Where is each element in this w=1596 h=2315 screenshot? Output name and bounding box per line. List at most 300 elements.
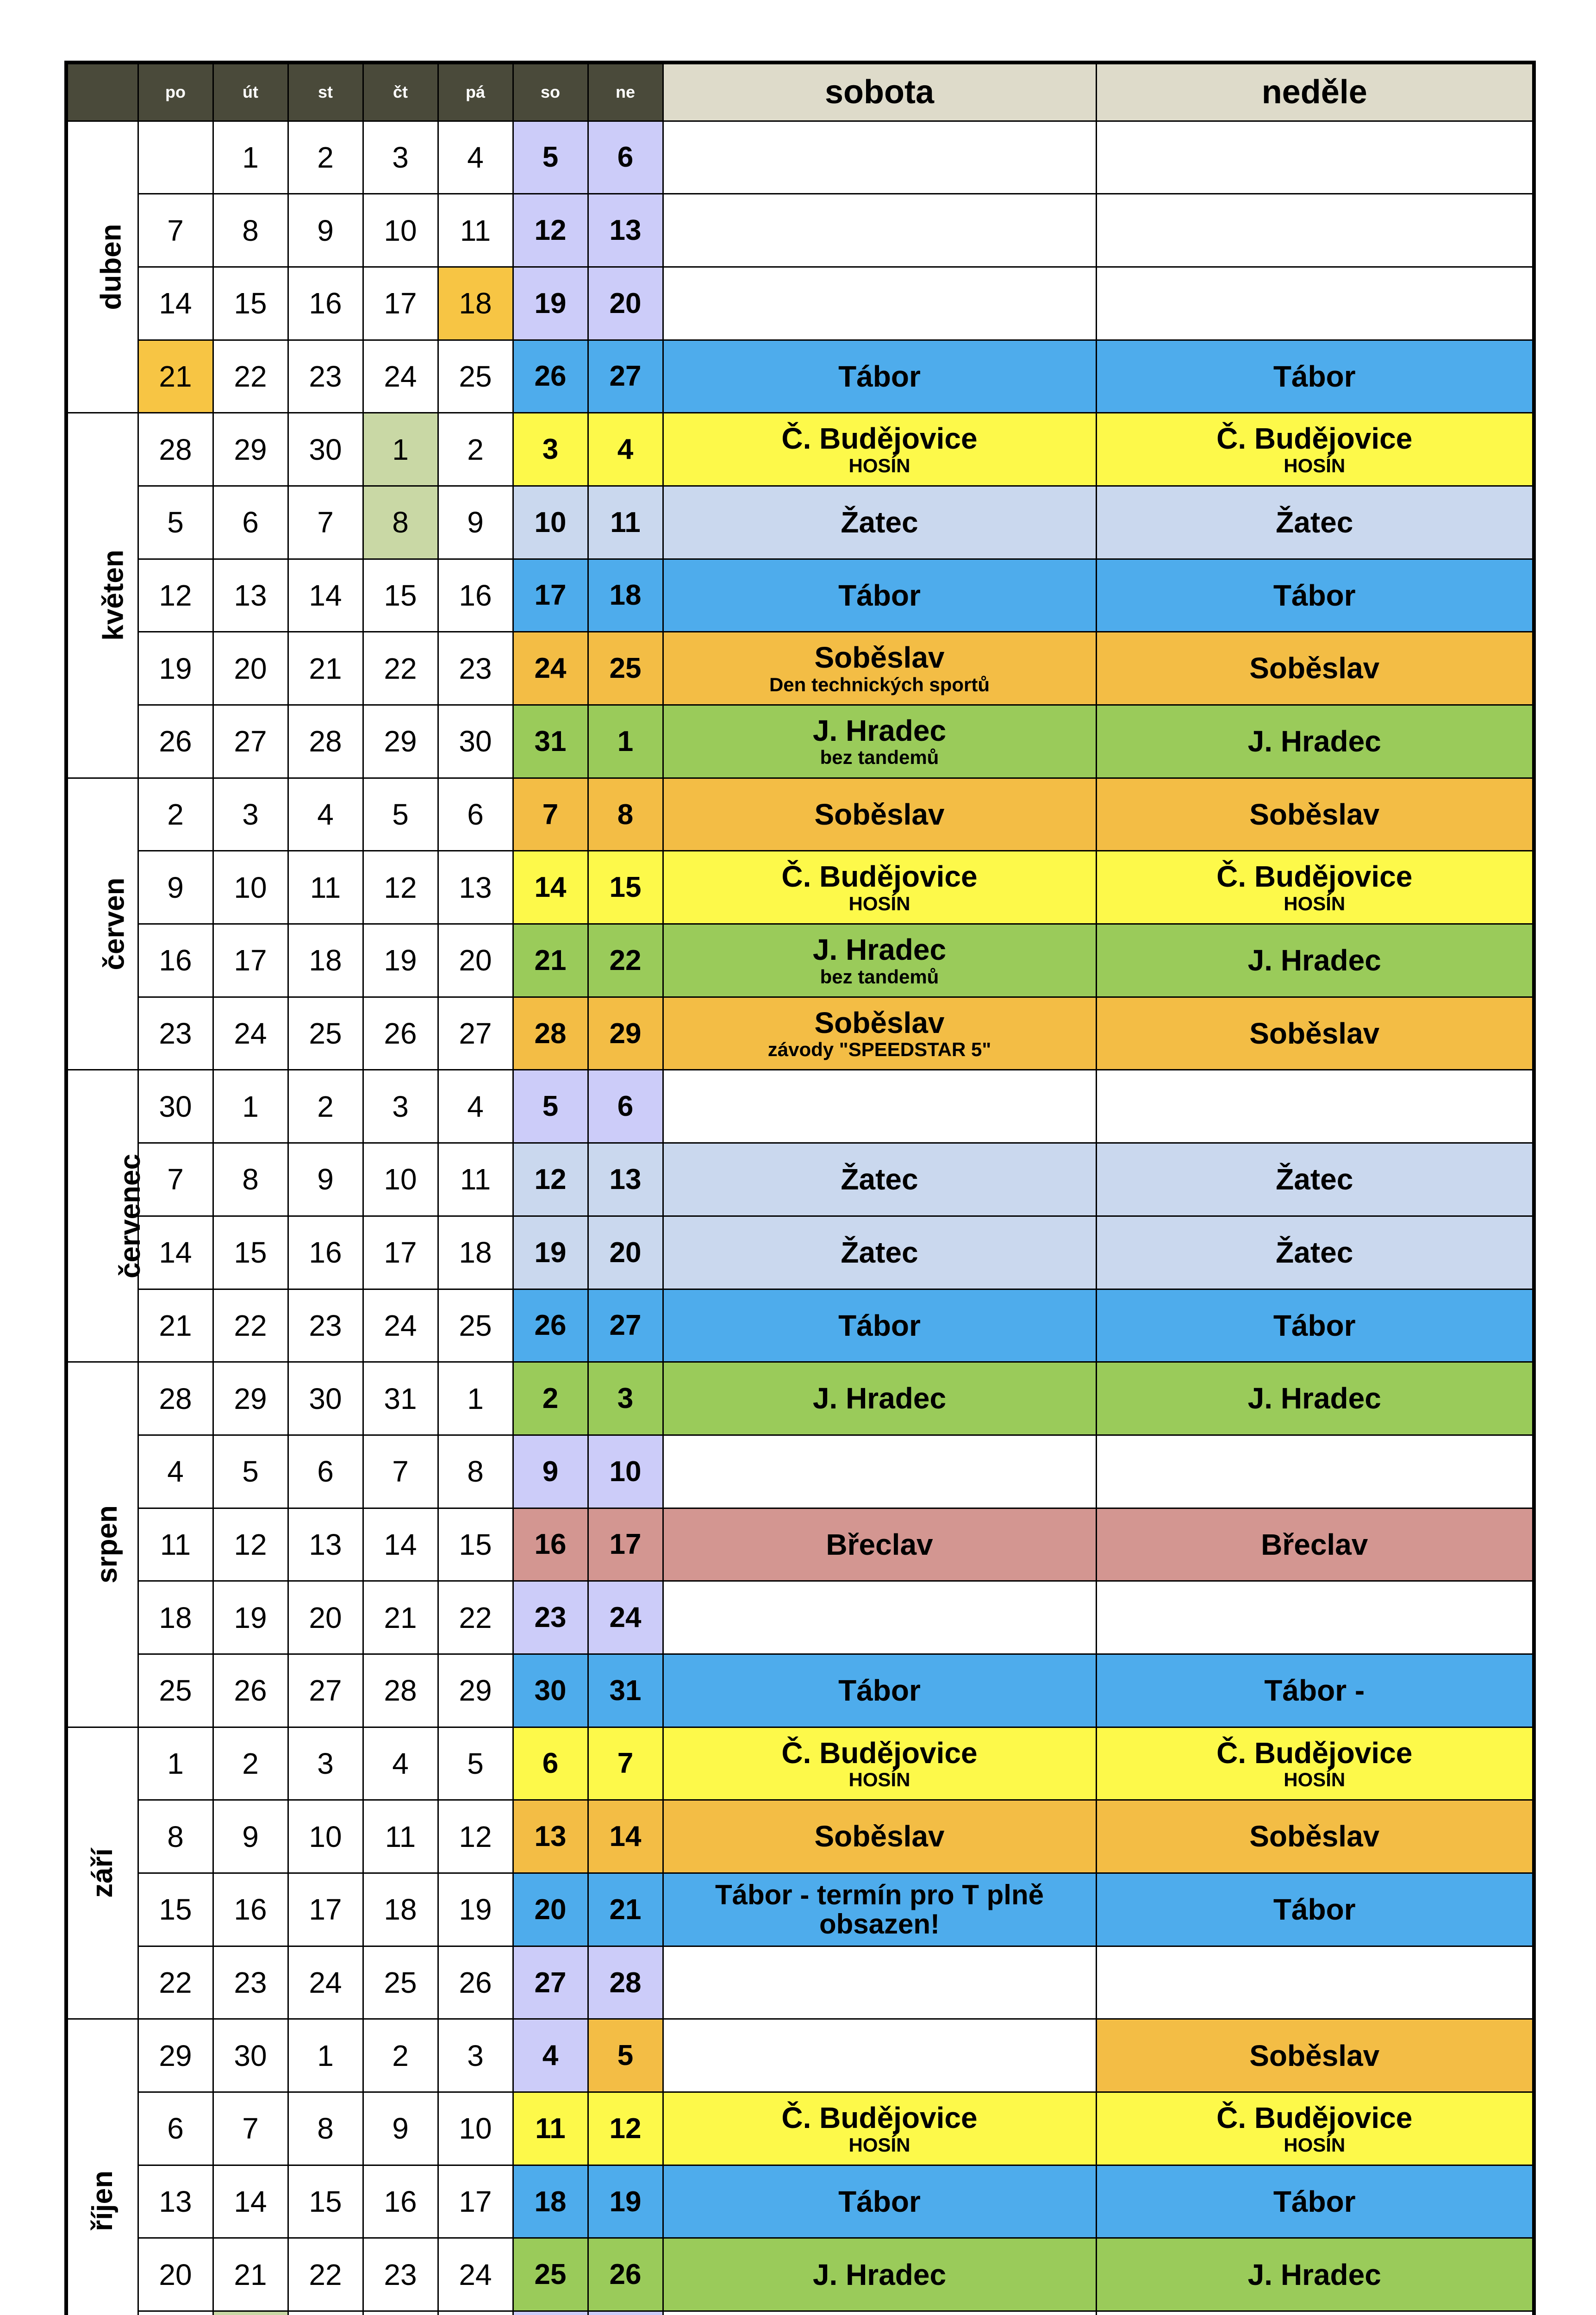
week-row (66, 1800, 1534, 1873)
weekday-cell: 23 (138, 997, 213, 1070)
saturday-cell: 6 (513, 1727, 588, 1800)
header-day-ne: ne (588, 63, 663, 121)
event-location: Tábor - (1264, 1674, 1365, 1708)
calendar-body (66, 121, 1534, 2315)
saturday-event (663, 1508, 1096, 1581)
saturday-cell: 30 (513, 1654, 588, 1727)
weekday-cell: 16 (438, 559, 513, 632)
weekday-cell: 25 (288, 997, 363, 1070)
sunday-cell: 10 (588, 1435, 663, 1508)
saturday-event (663, 1727, 1096, 1800)
weekday-cell: 24 (363, 1289, 438, 1362)
saturday-event (663, 267, 1096, 340)
weekday-cell: 22 (288, 2238, 363, 2311)
sunday-cell: 22 (588, 924, 663, 997)
weekday-cell: 2 (438, 413, 513, 486)
week-row (66, 2238, 1534, 2311)
month-name: srpen (91, 1505, 123, 1584)
sunday-cell: 18 (588, 559, 663, 632)
weekday-cell: 1 (363, 413, 438, 486)
sunday-event (1096, 267, 1534, 340)
weekday-cell: 31 (363, 1362, 438, 1435)
sunday-cell: 3 (588, 1362, 663, 1435)
weekday-cell: 9 (138, 851, 213, 924)
sunday-event (1096, 2311, 1534, 2315)
event-location: J. Hradec (1247, 944, 1381, 977)
weekday-cell: 7 (138, 1143, 213, 1216)
event-location: J. Hradec (812, 933, 947, 967)
month-label (66, 778, 138, 1070)
event-location: Tábor (838, 1674, 921, 1708)
weekday-cell: 21 (138, 1289, 213, 1362)
month-name: červenec (114, 1153, 146, 1278)
weekday-cell: 9 (288, 1143, 363, 1216)
weekday-cell: 2 (138, 778, 213, 851)
sunday-cell: 27 (588, 340, 663, 413)
event-location: Tábor (1273, 1893, 1356, 1927)
sunday-cell: 14 (588, 1800, 663, 1873)
weekday-cell: 10 (213, 851, 288, 924)
header-sobota: sobota (663, 63, 1096, 121)
weekday-cell: 13 (288, 1508, 363, 1581)
event-location: Soběslav (1249, 651, 1380, 685)
sunday-event (1096, 997, 1534, 1070)
sunday-cell: 11 (588, 486, 663, 559)
sunday-event (1096, 851, 1534, 924)
sunday-event (1096, 1727, 1534, 1800)
week-row (66, 486, 1534, 559)
header-nedele: neděle (1096, 63, 1534, 121)
event-location: Žatec (841, 1235, 918, 1269)
event-location: Břeclav (826, 1527, 933, 1561)
saturday-cell: 31 (513, 705, 588, 778)
weekday-cell: 7 (288, 486, 363, 559)
weekday-cell: 12 (138, 559, 213, 632)
event-location: Č. Budějovice (781, 1736, 978, 1770)
month-name: září (87, 1848, 119, 1898)
saturday-event (663, 340, 1096, 413)
weekday-cell: 21 (138, 340, 213, 413)
event-note: bez tandemů (820, 965, 939, 988)
weekday-cell: 29 (213, 1362, 288, 1435)
sunday-event (1096, 1800, 1534, 1873)
event-note: HOSÍN (848, 454, 910, 476)
weekday-cell: 30 (438, 705, 513, 778)
sunday-event (1096, 1289, 1534, 1362)
saturday-cell: 12 (513, 1143, 588, 1216)
sunday-event (1096, 194, 1534, 267)
weekday-cell: 26 (363, 997, 438, 1070)
weekday-cell: 18 (288, 924, 363, 997)
event-location: Č. Budějovice (781, 2101, 978, 2135)
event-location: Žatec (1276, 1235, 1353, 1269)
week-row (66, 924, 1534, 997)
sunday-event (1096, 1216, 1534, 1289)
weekday-cell: 18 (438, 267, 513, 340)
saturday-cell: 16 (513, 1508, 588, 1581)
weekday-cell: 10 (363, 194, 438, 267)
weekday-cell: 12 (363, 851, 438, 924)
week-row (66, 1362, 1534, 1435)
weekday-cell: 27 (288, 1654, 363, 1727)
week-row (66, 1654, 1534, 1727)
weekday-cell: 5 (138, 486, 213, 559)
weekday-cell: 14 (363, 1508, 438, 1581)
weekday-cell: 13 (213, 559, 288, 632)
sunday-cell: 6 (588, 121, 663, 194)
weekday-cell: 16 (288, 267, 363, 340)
month-label (66, 413, 138, 778)
saturday-cell: 28 (513, 997, 588, 1070)
sunday-event (1096, 1654, 1534, 1727)
weekday-cell: 12 (213, 1508, 288, 1581)
weekday-cell: 19 (438, 1873, 513, 1946)
month-name: říjen (87, 2171, 119, 2232)
sunday-cell: 13 (588, 194, 663, 267)
event-location: Č. Budějovice (781, 860, 978, 894)
weekday-cell: 20 (213, 632, 288, 705)
weekday-cell: 15 (138, 1873, 213, 1946)
calendar-table (64, 61, 1536, 2315)
saturday-cell: 13 (513, 1800, 588, 1873)
event-location: Soběslav (814, 641, 945, 675)
weekday-cell: 16 (288, 1216, 363, 1289)
weekday-cell: 17 (438, 2165, 513, 2238)
sunday-cell: 12 (588, 2092, 663, 2165)
weekday-cell: 24 (438, 2238, 513, 2311)
event-location: Tábor (838, 359, 921, 393)
week-row (66, 1873, 1534, 1946)
weekday-cell (438, 2311, 513, 2315)
weekday-cell: 10 (438, 2092, 513, 2165)
event-location: Č. Budějovice (1216, 2101, 1413, 2135)
weekday-cell: 15 (438, 1508, 513, 1581)
weekday-cell: 11 (363, 1800, 438, 1873)
event-location: Tábor (838, 1308, 921, 1342)
saturday-cell: 3 (513, 413, 588, 486)
weekday-cell: 7 (213, 2092, 288, 2165)
week-row (66, 559, 1534, 632)
weekday-cell: 20 (288, 1581, 363, 1654)
weekday-cell: 13 (138, 2165, 213, 2238)
event-location: Žatec (1276, 1163, 1353, 1196)
sunday-event (1096, 1143, 1534, 1216)
weekday-cell: 29 (363, 705, 438, 778)
week-row (66, 194, 1534, 267)
event-location: Tábor (1273, 578, 1356, 612)
event-note: bez tandemů (820, 746, 939, 769)
event-note: HOSÍN (848, 2134, 910, 2156)
sunday-event (1096, 413, 1534, 486)
sunday-event (1096, 559, 1534, 632)
weekday-cell: 18 (438, 1216, 513, 1289)
saturday-event (663, 2019, 1096, 2092)
event-note: Den technických sportů (769, 673, 990, 695)
weekday-cell: 21 (288, 632, 363, 705)
saturday-cell: 4 (513, 2019, 588, 2092)
weekday-cell: 6 (213, 486, 288, 559)
event-note: HOSÍN (848, 1769, 910, 1791)
event-location: J. Hradec (1247, 2258, 1381, 2291)
weekday-cell: 1 (438, 1362, 513, 1435)
sunday-event (1096, 121, 1534, 194)
saturday-event (663, 705, 1096, 778)
sunday-cell (588, 2311, 663, 2315)
header-day-ct: čt (363, 63, 438, 121)
weekday-cell: 9 (288, 194, 363, 267)
sunday-event (1096, 2092, 1534, 2165)
weekday-cell: 4 (438, 1070, 513, 1143)
week-row (66, 1143, 1534, 1216)
weekday-cell: 3 (288, 1727, 363, 1800)
weekday-cell: 22 (363, 632, 438, 705)
saturday-event (663, 2165, 1096, 2238)
sunday-cell: 15 (588, 851, 663, 924)
event-location: Č. Budějovice (1216, 860, 1413, 894)
saturday-event (663, 1070, 1096, 1143)
saturday-cell: 2 (513, 1362, 588, 1435)
header-day-pa: pá (438, 63, 513, 121)
weekday-cell: 23 (438, 632, 513, 705)
week-row (66, 1727, 1534, 1800)
sunday-event (1096, 340, 1534, 413)
weekday-cell: 28 (138, 1362, 213, 1435)
weekday-cell: 26 (138, 705, 213, 778)
weekday-cell: 10 (288, 1800, 363, 1873)
saturday-event (663, 1946, 1096, 2019)
saturday-event (663, 2092, 1096, 2165)
saturday-cell: 27 (513, 1946, 588, 2019)
weekday-cell: 3 (363, 1070, 438, 1143)
event-location: Tábor (1273, 359, 1356, 393)
event-location: Č. Budějovice (1216, 422, 1413, 456)
sunday-event (1096, 486, 1534, 559)
week-row (66, 1581, 1534, 1654)
sunday-event (1096, 2019, 1534, 2092)
weekday-cell: 15 (363, 559, 438, 632)
weekday-cell: 30 (213, 2019, 288, 2092)
weekday-cell: 25 (363, 1946, 438, 2019)
weekday-cell: 1 (213, 121, 288, 194)
event-location: Č. Budějovice (781, 422, 978, 456)
saturday-cell: 11 (513, 2092, 588, 2165)
sunday-cell: 28 (588, 1946, 663, 2019)
header-corner (66, 63, 138, 121)
event-location: Žatec (1276, 506, 1353, 539)
week-row (66, 1216, 1534, 1289)
weekday-cell: 19 (213, 1581, 288, 1654)
weekday-cell: 18 (363, 1873, 438, 1946)
weekday-cell: 14 (138, 1216, 213, 1289)
weekday-cell: 25 (438, 340, 513, 413)
weekday-cell: 10 (363, 1143, 438, 1216)
weekday-cell: 28 (288, 705, 363, 778)
month-name: červen (98, 877, 131, 970)
weekday-cell: 15 (213, 267, 288, 340)
saturday-cell: 23 (513, 1581, 588, 1654)
weekday-cell (213, 2311, 288, 2315)
weekday-cell: 16 (213, 1873, 288, 1946)
saturday-event (663, 997, 1096, 1070)
weekday-cell: 19 (363, 924, 438, 997)
weekday-cell: 20 (138, 2238, 213, 2311)
weekday-cell (138, 2311, 213, 2315)
weekday-cell: 9 (213, 1800, 288, 1873)
sunday-event (1096, 1581, 1534, 1654)
weekday-cell: 11 (438, 1143, 513, 1216)
saturday-cell: 17 (513, 559, 588, 632)
event-note: HOSÍN (1284, 2134, 1346, 2156)
event-note: závody "SPEEDSTAR 5" (767, 1039, 991, 1061)
event-location: Tábor - termín pro T plně obsazen! (715, 1879, 1044, 1940)
weekday-cell: 22 (138, 1946, 213, 2019)
event-location: J. Hradec (812, 1382, 947, 1415)
weekday-cell: 3 (213, 778, 288, 851)
weekday-cell: 30 (288, 413, 363, 486)
weekday-cell: 29 (138, 2019, 213, 2092)
month-label (66, 1070, 146, 1362)
week-row (66, 705, 1534, 778)
sunday-cell: 7 (588, 1727, 663, 1800)
sunday-cell: 1 (588, 705, 663, 778)
weekday-cell: 6 (288, 1435, 363, 1508)
weekday-cell: 12 (438, 1800, 513, 1873)
event-note: HOSÍN (1284, 1769, 1346, 1791)
weekday-cell: 8 (138, 1800, 213, 1873)
weekday-cell: 30 (288, 1362, 363, 1435)
weekday-cell: 8 (363, 486, 438, 559)
saturday-event (663, 413, 1096, 486)
weekday-cell: 16 (138, 924, 213, 997)
weekday-cell: 15 (213, 1216, 288, 1289)
event-location: Tábor (1273, 1308, 1356, 1342)
week-row (66, 851, 1534, 924)
saturday-cell: 9 (513, 1435, 588, 1508)
saturday-cell: 24 (513, 632, 588, 705)
weekday-cell: 22 (213, 1289, 288, 1362)
weekday-cell: 3 (438, 2019, 513, 2092)
saturday-cell: 18 (513, 2165, 588, 2238)
sunday-event (1096, 1070, 1534, 1143)
event-location: Č. Budějovice (1216, 1736, 1413, 1770)
sunday-event (1096, 1508, 1534, 1581)
weekday-cell: 4 (438, 121, 513, 194)
weekday-cell: 1 (138, 1727, 213, 1800)
weekday-cell: 28 (138, 413, 213, 486)
weekday-cell: 11 (138, 1508, 213, 1581)
weekday-cell: 8 (438, 1435, 513, 1508)
weekday-cell: 8 (213, 194, 288, 267)
sunday-cell: 27 (588, 1289, 663, 1362)
saturday-cell: 21 (513, 924, 588, 997)
weekday-cell: 9 (438, 486, 513, 559)
weekday-cell: 6 (438, 778, 513, 851)
weekday-cell: 1 (288, 2019, 363, 2092)
event-location: Soběslav (814, 797, 945, 831)
sunday-cell: 20 (588, 267, 663, 340)
weekday-cell: 17 (288, 1873, 363, 1946)
saturday-cell: 20 (513, 1873, 588, 1946)
weekday-cell: 2 (213, 1727, 288, 1800)
saturday-event (663, 486, 1096, 559)
week-row (66, 267, 1534, 340)
weekday-cell: 7 (363, 1435, 438, 1508)
saturday-event (663, 1581, 1096, 1654)
saturday-cell: 10 (513, 486, 588, 559)
weekday-cell: 4 (138, 1435, 213, 1508)
event-location: Soběslav (1249, 1016, 1380, 1050)
sunday-cell: 25 (588, 632, 663, 705)
weekday-cell: 15 (288, 2165, 363, 2238)
header-row (66, 63, 1534, 121)
event-location: Soběslav (1249, 1820, 1380, 1853)
weekday-cell (363, 2311, 438, 2315)
sunday-cell: 24 (588, 1581, 663, 1654)
saturday-event (663, 194, 1096, 267)
saturday-event (663, 1873, 1096, 1946)
event-location: Soběslav (1249, 2039, 1380, 2072)
sunday-cell: 6 (588, 1070, 663, 1143)
header-day-po: po (138, 63, 213, 121)
event-location: J. Hradec (812, 2258, 947, 2291)
event-location: J. Hradec (1247, 1382, 1381, 1415)
week-row (66, 1435, 1534, 1508)
weekday-cell: 29 (438, 1654, 513, 1727)
saturday-cell: 19 (513, 1216, 588, 1289)
saturday-event (663, 632, 1096, 705)
weekday-cell: 27 (213, 705, 288, 778)
event-note: HOSÍN (1284, 454, 1346, 476)
weekday-cell: 14 (138, 267, 213, 340)
saturday-cell: 26 (513, 1289, 588, 1362)
weekday-cell: 21 (363, 1581, 438, 1654)
event-location: Břeclav (1261, 1527, 1368, 1561)
sunday-cell: 13 (588, 1143, 663, 1216)
week-row (66, 1070, 1534, 1143)
sunday-event (1096, 778, 1534, 851)
sunday-cell: 20 (588, 1216, 663, 1289)
weekday-cell: 23 (288, 1289, 363, 1362)
saturday-event (663, 1800, 1096, 1873)
weekday-cell: 30 (138, 1070, 213, 1143)
month-label (66, 1727, 138, 2019)
week-row (66, 2311, 1534, 2315)
saturday-cell: 25 (513, 2238, 588, 2311)
weekday-cell: 22 (438, 1581, 513, 1654)
sunday-cell: 4 (588, 413, 663, 486)
month-name: květen (97, 550, 130, 641)
weekday-cell: 24 (288, 1946, 363, 2019)
header-day-st: st (288, 63, 363, 121)
weekday-cell: 2 (288, 121, 363, 194)
saturday-event (663, 924, 1096, 997)
event-location: Žatec (841, 1163, 918, 1196)
week-row (66, 1289, 1534, 1362)
saturday-cell: 14 (513, 851, 588, 924)
weekday-cell: 14 (213, 2165, 288, 2238)
saturday-event (663, 1435, 1096, 1508)
weekday-cell: 5 (363, 778, 438, 851)
event-location: J. Hradec (812, 714, 947, 748)
saturday-event (663, 1216, 1096, 1289)
sunday-cell: 17 (588, 1508, 663, 1581)
sunday-event (1096, 1362, 1534, 1435)
weekday-cell: 27 (438, 997, 513, 1070)
weekday-cell: 25 (438, 1289, 513, 1362)
week-row (66, 2165, 1534, 2238)
weekday-cell: 8 (213, 1143, 288, 1216)
week-row (66, 340, 1534, 413)
